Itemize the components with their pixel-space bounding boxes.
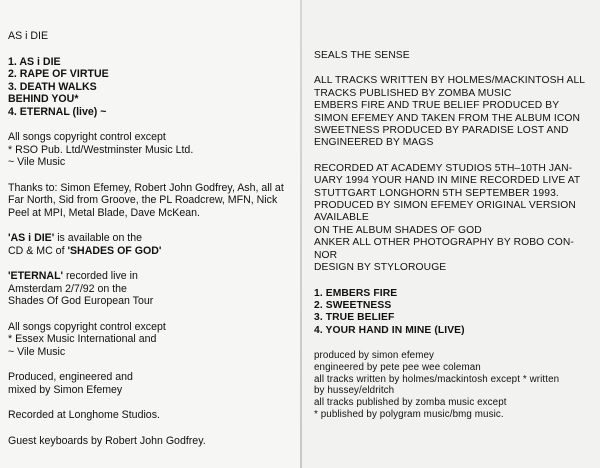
right-panel [302,0,600,468]
recorded-line-9: DESIGN BY STYLOROUGE [314,262,447,274]
small-line-6: * published by polygram music/bmg music. [314,408,504,420]
credits-line-2: TRACKS PUBLISHED BY ZOMBA MUSIC [314,87,512,99]
right-title: SEALS THE SENSE [314,50,410,61]
left-track-3: 3. DEATH WALKS [8,80,97,93]
copyright-line-3: ~ Vile Music [8,156,66,168]
eternal-title: 'ETERNAL' [8,270,64,282]
keyboards-line: Guest keyboards by Robert John Godfrey. [8,434,206,447]
credits-line-6: ENGINEERED BY MAGS [314,137,434,149]
copyright2-line-3: ~ Vile Music [8,345,66,358]
left-track-2: 2. RAPE OF VIRTUE [8,68,109,80]
available-line-2 [8,245,294,258]
recorded-line-8: NOR [314,249,338,261]
copyright-line-1: All songs copyright control except [8,131,166,143]
available-title: 'AS i DIE' [8,232,55,244]
available-prefix: CD & MC of [8,244,68,257]
right-track-2: 2. SWEETNESS [314,299,392,311]
thanks-line-3: Peel at MPI, Metal Blade, Dave McKean. [8,206,200,219]
available-rest: is available on the [54,232,143,244]
eternal-line-1 [8,270,294,283]
recorded-line-3: STUTTGART LONGHORN 5TH SEPTEMBER 1993. [314,187,559,199]
recorded-line-7: ANKER ALL OTHER PHOTOGRAPHY BY ROBO CON- [314,237,574,249]
recorded-line-2: UARY 1994 YOUR HAND IN MINE RECORDED LIVE AT [314,175,581,187]
thanks-line-2: Far North, Sid from Groove, the PL Roadcrew, MFN, Nick [8,194,278,206]
small-line-3: all tracks written by holmes/mackintosh except * written [314,373,560,385]
copyright-line-2: * RSO Pub. Ltd/Westminster Music Ltd. [8,143,194,156]
left-track-4: 4. ETERNAL (live) ~ [8,105,107,118]
recorded-line-6: ON THE ALBUM SHADES OF GOD [314,224,482,236]
small-line-4: by hussey/eldritch [314,385,395,397]
small-line-2: engineered by pete pee wee coleman [314,361,481,373]
credits-line-5: SWEETNESS PRODUCED BY PARADISE LOST AND [314,125,569,137]
copyright2-line-1: All songs copyright control except [8,320,166,333]
produced-line-1: Produced, engineered and [8,371,133,383]
left-track-3-cont: BEHIND YOU* [8,93,79,105]
right-track-4: 4. YOUR HAND IN MINE (LIVE) [314,324,465,336]
thanks-line-1: Thanks to: Simon Efemey, Robert John Godfrey, Ash, all at [8,181,284,194]
credits-line-4: SIMON EFEMEY AND TAKEN FROM THE ALBUM ICON [314,112,581,124]
small-line-1: produced by simon efemey [314,350,435,362]
recorded-line-4: PRODUCED BY SIMON EFEMEY ORIGINAL VERSION [314,200,576,212]
produced-line-2: mixed by Simon Efemey [8,383,123,396]
eternal-rest: recorded live in [63,270,138,282]
left-title: AS i DIE [8,30,49,42]
available-line-1 [8,232,294,245]
recorded-line: Recorded at Longhome Studios. [8,409,160,421]
recorded-line-5: AVAILABLE [314,212,369,224]
credits-line-3: EMBERS FIRE AND TRUE BELIEF PRODUCED BY [314,100,560,112]
right-track-1: 1. EMBERS FIRE [314,287,398,299]
recorded-line-1: RECORDED AT ACADEMY STUDIOS 5TH–10TH JAN- [314,162,573,174]
available-album: 'SHADES OF GOD' [67,244,162,257]
left-track-1: 1. AS i DIE [8,55,61,68]
eternal-line-2: Amsterdam 2/7/92 on the [8,282,127,295]
eternal-line-3: Shades Of God European Tour [8,295,154,307]
copyright2-line-2: * Essex Music International and [8,333,157,345]
small-line-5: all tracks published by zomba music except [314,396,507,408]
credits-line-1: ALL TRACKS WRITTEN BY HOLMES/MACKINTOSH ALL [314,75,586,87]
right-track-3: 3. TRUE BELIEF [314,312,395,324]
